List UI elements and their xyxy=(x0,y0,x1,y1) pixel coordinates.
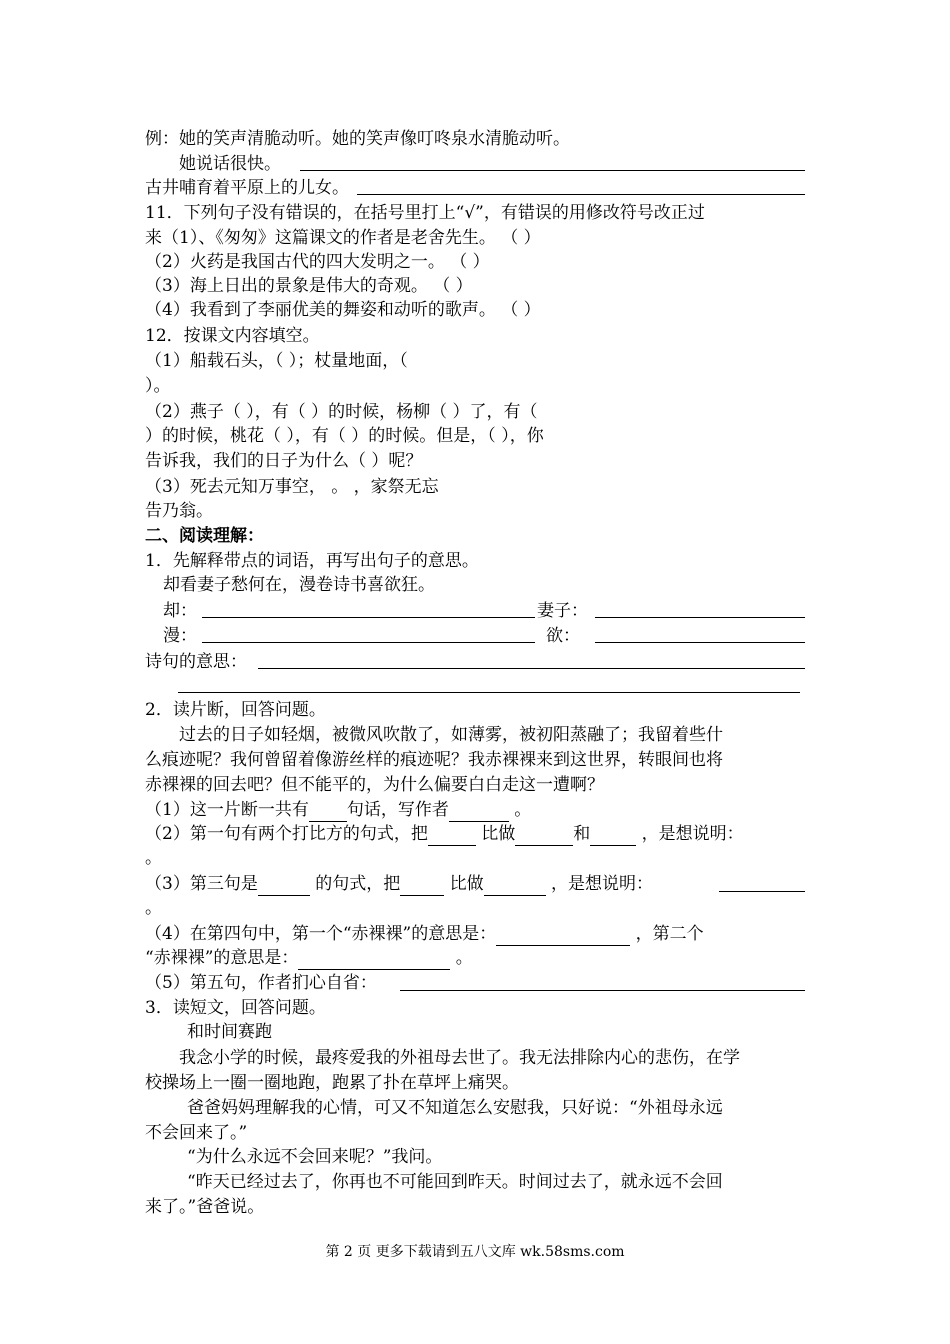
r1-man-label: 漫： xyxy=(163,626,197,646)
r2-q1-text-b: 句话，写作者 xyxy=(346,800,449,820)
answer-line xyxy=(357,194,805,195)
answer-line xyxy=(300,170,805,171)
r2-q4-text-d: 。 xyxy=(450,948,473,968)
example-item-2 xyxy=(145,176,349,200)
r1-meaning-label: 诗句的意思： xyxy=(145,652,247,672)
r2-paragraph-line-1: 过去的日子如轻烟，被微风吹散了，如薄雾，被初阳蒸融了；我留着些什 xyxy=(179,725,723,745)
r2-q4-text-b: ，第二个 xyxy=(630,924,704,944)
answer-line xyxy=(400,990,805,991)
answer-line xyxy=(595,617,805,618)
r2-heading: 2．读片断，回答问题。 xyxy=(145,700,326,720)
r3-p3: “为什么永远不会回来呢？”我问。 xyxy=(187,1147,443,1167)
r2-question-5: （5）第五句，作者扪心自省： xyxy=(145,973,377,993)
r3-p1-line-2: 校操场上一圈一圈地跑，跑累了扑在草坪上痛哭。 xyxy=(145,1073,519,1093)
blank xyxy=(258,876,310,896)
r2-q1-text-c: 。 xyxy=(508,800,532,820)
r2-q3-end: 。 xyxy=(145,898,162,918)
answer-line xyxy=(719,891,805,892)
r2-q1-text-a: （1）这一片断一共有 xyxy=(145,800,309,820)
blank xyxy=(590,826,636,846)
q11-item-2: （2）火药是我国古代的四大发明之一。 （ ） xyxy=(145,252,490,272)
r2-q2-text-b: 比做 xyxy=(475,824,516,844)
q12-heading: 12．按课文内容填空。 xyxy=(145,326,320,346)
r3-p4-line-2: 来了。”爸爸说。 xyxy=(145,1197,265,1217)
q12-item-2a: （2）燕子（ ），有（ ）的时候，杨柳（ ）了，有（ xyxy=(145,402,538,422)
blank xyxy=(484,876,546,896)
q11-line-1: 11．下列句子没有错误的，在括号里打上“√”，有错误的用修改符号改正过 xyxy=(145,203,705,223)
answer-line xyxy=(202,617,535,618)
blank xyxy=(449,802,509,822)
blank xyxy=(496,926,630,946)
r1-que-label: 却： xyxy=(163,601,197,621)
r2-question-3 xyxy=(145,872,653,896)
blank xyxy=(309,802,347,822)
r2-question-2 xyxy=(145,822,744,846)
blank xyxy=(400,876,444,896)
r2-question-1 xyxy=(145,798,531,822)
r2-question-4 xyxy=(145,922,704,946)
r3-title: 和时间赛跑 xyxy=(187,1022,272,1042)
r2-q3-text-d: ，是想说明： xyxy=(545,874,654,894)
r2-paragraph-line-3: 赤裸裸的回去吧？但不能平的，为什么偏要白白走这一遭啊？ xyxy=(145,775,604,795)
q12-item-1a: （1）船载石头，（ ）；杖量地面，（ xyxy=(145,351,408,371)
r3-p2-line-1: 爸爸妈妈理解我的心情，可又不知道怎么安慰我，只好说：“外祖母永远 xyxy=(187,1098,723,1118)
section-heading: 二、阅读理解： xyxy=(145,526,264,546)
r1-poem: 却看妻子愁何在，漫卷诗书喜欲狂。 xyxy=(163,575,435,595)
answer-line xyxy=(178,692,800,693)
q11-item-4: （4）我看到了李丽优美的舞姿和动听的歌声。 （ ） xyxy=(145,300,541,320)
r1-qizi-label: 妻子： xyxy=(537,601,588,621)
r2-q2-end: 。 xyxy=(145,848,162,868)
example-item-2-text: 古井哺育着平原上的儿女。 xyxy=(145,178,349,198)
page-footer: 第 2 页 更多下载请到五八文库 wk.58sms.com xyxy=(325,1244,625,1260)
q12-item-3b: 告乃翁。 xyxy=(145,501,213,521)
r1-heading: 1．先解释带点的词语，再写出句子的意思。 xyxy=(145,551,479,571)
r3-p4-line-1: “昨天已经过去了，你再也不可能回到昨天。时间过去了，就永远不会回 xyxy=(187,1172,723,1192)
answer-line xyxy=(202,642,535,643)
blank xyxy=(298,950,450,970)
q12-item-3a: （3）死去元知万事空， 。 ，家祭无忘 xyxy=(145,477,439,497)
q12-item-1b: ）。 xyxy=(145,376,171,396)
r2-paragraph-line-2: 么痕迹呢？我何曾留着像游丝样的痕迹呢？我赤裸裸来到这世界，转眼间也将 xyxy=(145,750,723,770)
r2-question-4-cont xyxy=(145,946,473,970)
q11-line-2: 来（1）、《匆匆》这篇课文的作者是老舍先生。 （ ） xyxy=(145,228,541,248)
r2-q3-text-c: 比做 xyxy=(444,874,484,894)
r2-q2-text-c: 和 xyxy=(573,824,591,844)
r2-q4-text-a: （4）在第四句中，第一个“赤裸裸”的意思是： xyxy=(145,924,497,944)
r2-q2-text-d: ，是想说明： xyxy=(636,824,744,844)
blank xyxy=(428,826,476,846)
blank xyxy=(515,826,573,846)
q12-item-2b: ）的时候，桃花（ ），有（ ）的时候。但是，（ ），你 xyxy=(145,426,544,446)
r2-q4-text-c: “赤裸裸”的意思是： xyxy=(145,948,299,968)
r3-heading: 3．读短文，回答问题。 xyxy=(145,998,326,1018)
q11-item-3: （3）海上日出的景象是伟大的奇观。 （ ） xyxy=(145,276,473,296)
r2-q2-text-a: （2）第一句有两个打比方的句式，把 xyxy=(145,824,428,844)
r1-yu-label: 欲： xyxy=(546,626,580,646)
r3-p2-line-2: 不会回来了。” xyxy=(145,1123,248,1143)
example-line: 例：她的笑声清脆动听。她的笑声像叮咚泉水清脆动听。 xyxy=(145,129,570,149)
r2-q3-text-a: （3）第三句是 xyxy=(145,874,258,894)
example-item-1-text: 她说话很快。 xyxy=(179,154,281,174)
q12-item-2c: 告诉我，我们的日子为什么（ ）呢？ xyxy=(145,451,423,471)
answer-line xyxy=(595,642,805,643)
answer-line xyxy=(258,668,805,669)
example-item-1 xyxy=(179,152,281,176)
r2-q3-text-b: 的句式，把 xyxy=(309,874,401,894)
r3-p1-line-1: 我念小学的时候，最疼爱我的外祖母去世了。我无法排除内心的悲伤，在学 xyxy=(179,1048,740,1068)
